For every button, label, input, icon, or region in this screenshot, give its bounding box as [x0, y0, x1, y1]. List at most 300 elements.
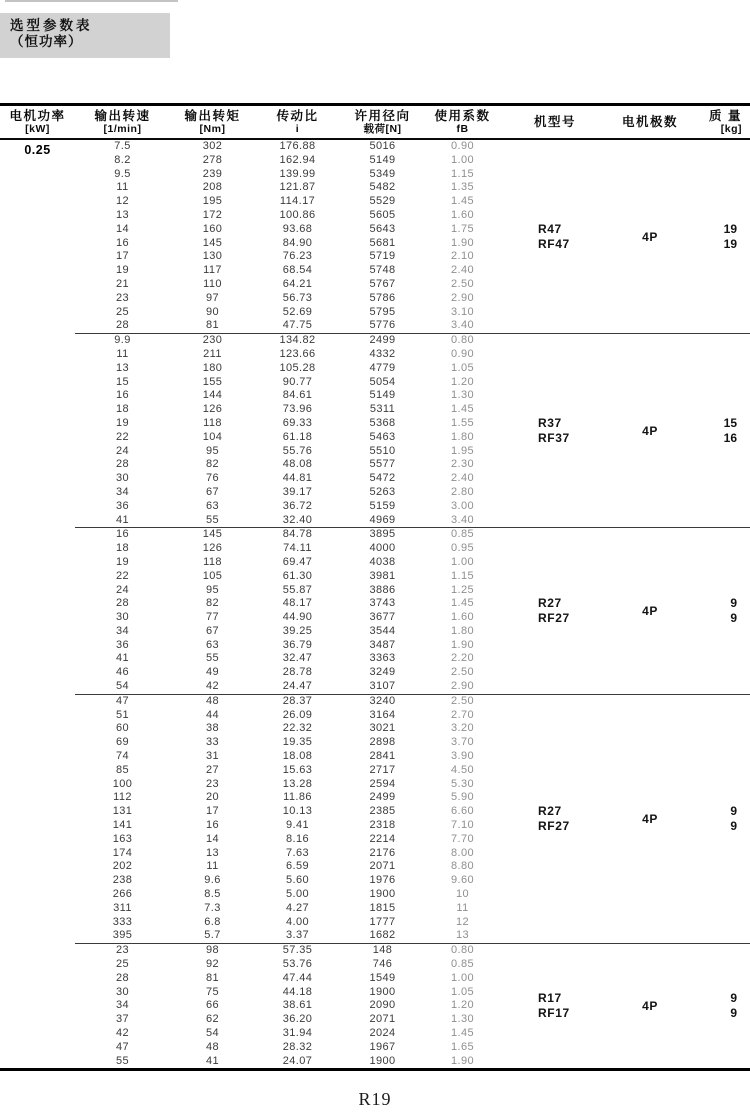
- cell-speed: 30: [115, 472, 130, 485]
- table-row: [75, 709, 500, 723]
- cell-fb: 1.05: [450, 361, 474, 374]
- cell-load: 1815: [369, 901, 396, 914]
- cell-ratio: 134.82: [279, 334, 316, 347]
- cell-speed: 202: [112, 860, 133, 873]
- cell-fb: 2.70: [450, 708, 474, 721]
- table-row: [75, 362, 500, 376]
- cell-load: 2385: [369, 805, 396, 818]
- cell-load: 3363: [369, 652, 396, 665]
- cell-ratio: 7.63: [285, 846, 309, 859]
- table-sections: [75, 140, 750, 1068]
- cell-torque: 118: [203, 416, 222, 429]
- cell-fb: 1.55: [450, 416, 474, 429]
- section-title-box: [0, 13, 170, 58]
- table-row: [75, 625, 500, 639]
- table-row: [75, 209, 500, 223]
- cell-ratio: 64.21: [282, 277, 313, 290]
- cell-speed: 100: [112, 777, 133, 790]
- header-ratio: 传动比 i: [276, 109, 319, 135]
- mass-value: 16: [723, 430, 737, 445]
- cell-load: 1967: [369, 1040, 396, 1053]
- cell-fb: 1.00: [450, 971, 474, 984]
- mass-value: 9: [730, 611, 737, 626]
- cell-ratio: 28.37: [282, 694, 313, 707]
- cell-load: 1900: [369, 985, 396, 998]
- table-row: [75, 611, 500, 625]
- cell-speed: 18: [115, 542, 130, 555]
- cell-load: 2717: [369, 763, 396, 776]
- cell-speed: 266: [112, 888, 133, 901]
- cell-ratio: 84.90: [282, 236, 313, 249]
- cell-load: 2318: [369, 819, 396, 832]
- cell-speed: 15: [115, 375, 130, 388]
- cell-speed: 16: [115, 389, 130, 402]
- cell-load: 5767: [369, 277, 396, 290]
- table-row: [75, 639, 500, 653]
- cell-torque: 5.7: [204, 929, 221, 942]
- table-row: [75, 695, 500, 709]
- cell-ratio: 6.59: [285, 860, 309, 873]
- cell-fb: 0.85: [450, 528, 474, 541]
- cell-ratio: 32.40: [282, 513, 313, 526]
- motor-poles-value: 4P: [642, 999, 658, 1014]
- cell-fb: 1.60: [450, 208, 474, 221]
- model-code: R27: [538, 596, 562, 611]
- cell-speed: 311: [113, 901, 132, 914]
- model-code: RF27: [538, 611, 570, 626]
- cell-ratio: 19.35: [282, 736, 313, 749]
- cell-load: 3107: [369, 680, 396, 693]
- cell-load: 5149: [369, 153, 396, 166]
- header-mass: 质 量 [kg]: [709, 109, 742, 135]
- cell-ratio: 44.81: [282, 472, 313, 485]
- model-codes: [500, 222, 610, 252]
- table-row: [75, 181, 500, 195]
- cell-fb: 5.90: [450, 791, 474, 804]
- cell-speed: 30: [115, 611, 130, 624]
- cell-torque: 31: [205, 750, 220, 763]
- cell-torque: 82: [205, 597, 220, 610]
- motor-poles-value: 4P: [642, 229, 658, 244]
- table-row: [75, 666, 500, 680]
- cell-fb: 2.30: [450, 458, 474, 471]
- table-row: [75, 486, 500, 500]
- cell-fb: 1.45: [450, 597, 474, 610]
- table-row: [75, 140, 500, 154]
- table-row: [75, 223, 500, 237]
- header-output-torque: 输出转矩 [Nm]: [184, 109, 241, 135]
- cell-load: 2594: [369, 777, 396, 790]
- cell-ratio: 47.75: [282, 319, 313, 332]
- cell-torque: 230: [202, 334, 223, 347]
- table-section: [75, 333, 750, 527]
- cell-ratio: 24.47: [282, 680, 313, 693]
- cell-speed: 51: [115, 708, 130, 721]
- cell-ratio: 36.20: [282, 1013, 313, 1026]
- section-right: [500, 334, 750, 527]
- table-row: [75, 902, 500, 916]
- cell-load: 5776: [369, 319, 396, 332]
- cell-speed: 9.9: [114, 334, 131, 347]
- cell-load: 3886: [369, 583, 396, 596]
- cell-torque: 278: [202, 153, 223, 166]
- table-row: [75, 376, 500, 390]
- section-right: [500, 528, 750, 694]
- table-row: [75, 736, 500, 750]
- cell-load: 5719: [369, 250, 396, 263]
- table-row: [75, 195, 500, 209]
- cell-torque: 126: [202, 403, 223, 416]
- cell-load: 1900: [369, 888, 396, 901]
- cell-ratio: 55.76: [282, 444, 313, 457]
- header-motor-power: 电机功率 [kW]: [9, 109, 66, 135]
- cell-fb: 1.05: [450, 985, 474, 998]
- cell-fb: 0.90: [450, 347, 474, 360]
- cell-fb: 2.40: [450, 264, 474, 277]
- cell-torque: 27: [205, 763, 220, 776]
- cell-torque: 130: [202, 250, 223, 263]
- cell-torque: 54: [205, 1027, 220, 1039]
- cell-fb: 13: [455, 929, 470, 942]
- cell-torque: 117: [203, 264, 222, 277]
- cell-load: 5795: [369, 305, 396, 318]
- cell-speed: 25: [115, 305, 130, 318]
- cell-fb: 9.60: [450, 874, 474, 887]
- cell-ratio: 123.66: [279, 347, 316, 360]
- cell-ratio: 10.13: [282, 805, 313, 818]
- model-code: R37: [538, 415, 562, 430]
- table-row: [75, 597, 500, 611]
- cell-load: 5529: [369, 195, 396, 208]
- table-row: [75, 278, 500, 292]
- table-row: [75, 805, 500, 819]
- cell-load: 3487: [369, 638, 396, 651]
- table-row: [75, 556, 500, 570]
- header-output-speed: 输出转速 [1/min]: [94, 109, 151, 135]
- cell-fb: 0.80: [450, 944, 474, 957]
- cell-torque: 172: [202, 208, 223, 221]
- cell-ratio: 5.60: [285, 874, 309, 887]
- cell-torque: 49: [205, 666, 220, 679]
- cell-load: 1976: [369, 874, 396, 887]
- header-radial-load: 许用径向 载荷[N]: [354, 109, 411, 135]
- cell-ratio: 4.27: [285, 901, 309, 914]
- mass-value: 9: [730, 596, 737, 611]
- cell-fb: 8.80: [450, 860, 474, 873]
- cell-fb: 2.90: [450, 680, 474, 693]
- table-row: [75, 833, 500, 847]
- cell-speed: 28: [115, 597, 130, 610]
- cell-ratio: 56.73: [282, 291, 313, 304]
- motor-power-value: 0.25: [24, 143, 51, 157]
- page-subtitle: （恒功率）: [10, 34, 83, 49]
- motor-poles-value: 4P: [642, 423, 658, 438]
- table-row: [75, 264, 500, 278]
- table-row: [75, 860, 500, 874]
- table-row: [75, 972, 500, 986]
- cell-load: 3240: [369, 694, 396, 707]
- section-rows: [75, 334, 500, 527]
- cell-load: 2090: [369, 999, 396, 1012]
- cell-torque: 95: [205, 444, 220, 457]
- cell-speed: 30: [115, 985, 130, 998]
- cell-speed: 21: [115, 277, 130, 290]
- cell-load: 5463: [369, 430, 396, 443]
- cell-load: 1900: [369, 1054, 396, 1067]
- cell-load: 3164: [369, 708, 396, 721]
- cell-fb: 7.70: [450, 832, 474, 845]
- table-row: [75, 168, 500, 182]
- header-service-factor: 使用系数 fB: [434, 109, 491, 135]
- cell-ratio: 32.47: [282, 652, 313, 665]
- table-row: [75, 417, 500, 431]
- cell-torque: 208: [202, 181, 223, 194]
- cell-speed: 333: [112, 915, 133, 928]
- cell-load: 5681: [369, 236, 396, 249]
- cell-load: 2499: [369, 334, 396, 347]
- cell-torque: 105: [202, 569, 223, 582]
- cell-ratio: 11.86: [283, 791, 312, 804]
- cell-speed: 19: [115, 264, 130, 277]
- cell-torque: 33: [205, 736, 220, 749]
- cell-fb: 2.40: [450, 472, 474, 485]
- cell-fb: 12: [455, 915, 470, 928]
- selection-parameter-table: [0, 103, 750, 1071]
- cell-fb: 1.00: [450, 555, 474, 568]
- cell-speed: 85: [115, 763, 130, 776]
- cell-ratio: 93.68: [282, 222, 313, 235]
- cell-load: 5368: [369, 416, 396, 429]
- cell-load: 5577: [369, 458, 396, 471]
- cell-load: 5016: [369, 140, 396, 152]
- cell-torque: 67: [205, 624, 220, 637]
- cell-speed: 28: [115, 319, 130, 332]
- cell-load: 5054: [369, 375, 396, 388]
- cell-speed: 47: [115, 694, 130, 707]
- cell-fb: 1.20: [450, 999, 474, 1012]
- cell-fb: 1.60: [450, 611, 474, 624]
- cell-torque: 48: [205, 694, 220, 707]
- cell-torque: 16: [205, 819, 220, 832]
- cell-speed: 112: [113, 791, 132, 804]
- cell-torque: 145: [202, 528, 223, 541]
- cell-load: 5472: [369, 472, 396, 485]
- cell-speed: 54: [115, 680, 130, 693]
- cell-torque: 126: [202, 542, 223, 555]
- cell-speed: 13: [115, 208, 130, 221]
- mass-value: 19: [723, 221, 737, 236]
- mass-values: [690, 991, 750, 1021]
- cell-load: 3544: [369, 624, 396, 637]
- cell-ratio: 28.78: [282, 666, 313, 679]
- cell-speed: 18: [115, 403, 130, 416]
- cell-speed: 28: [115, 971, 130, 984]
- cell-torque: 20: [205, 791, 220, 804]
- cell-ratio: 68.54: [282, 264, 313, 277]
- cell-ratio: 44.90: [282, 611, 313, 624]
- cell-load: 5510: [369, 444, 396, 457]
- cell-load: 5643: [369, 222, 396, 235]
- model-code: R17: [538, 991, 562, 1006]
- table-section: [75, 943, 750, 1068]
- cell-fb: 1.15: [450, 569, 474, 582]
- table-row: [75, 431, 500, 445]
- cell-ratio: 39.17: [282, 485, 313, 498]
- cell-torque: 195: [202, 195, 223, 208]
- table-row: [75, 306, 500, 320]
- cell-speed: 25: [115, 958, 130, 971]
- cell-fb: 1.90: [450, 638, 474, 651]
- cell-fb: 1.95: [450, 444, 474, 457]
- mass-values: [690, 416, 750, 446]
- cell-torque: 8.5: [204, 888, 221, 901]
- cell-load: 2176: [369, 846, 396, 859]
- cell-speed: 22: [115, 569, 130, 582]
- mass-value: 15: [723, 415, 737, 430]
- cell-torque: 104: [202, 430, 223, 443]
- section-rows: [75, 528, 500, 694]
- cell-ratio: 61.30: [282, 569, 313, 582]
- cell-speed: 16: [115, 236, 130, 249]
- table-row: [75, 570, 500, 584]
- cell-fb: 6.60: [450, 805, 474, 818]
- table-row: [75, 528, 500, 542]
- cell-speed: 34: [115, 999, 130, 1012]
- model-codes: [500, 596, 610, 626]
- cell-torque: 63: [205, 499, 220, 512]
- header-model: 机型号: [533, 115, 576, 129]
- cell-ratio: 84.78: [282, 528, 313, 541]
- header-motor-poles: 电机极数: [621, 115, 678, 129]
- cell-speed: 12: [115, 195, 130, 208]
- cell-ratio: 44.18: [282, 985, 313, 998]
- cell-fb: 1.20: [450, 375, 474, 388]
- model-code: RF47: [538, 236, 570, 251]
- cell-ratio: 55.87: [282, 583, 313, 596]
- cell-speed: 69: [115, 736, 130, 749]
- cell-fb: 1.45: [450, 195, 474, 208]
- cell-speed: 34: [115, 485, 130, 498]
- table-row: [75, 916, 500, 930]
- cell-fb: 1.00: [450, 153, 474, 166]
- cell-load: 2071: [369, 1013, 396, 1026]
- cell-load: 148: [372, 944, 393, 957]
- mass-value: 9: [730, 991, 737, 1006]
- table-row: [75, 778, 500, 792]
- cell-fb: 3.00: [450, 499, 474, 512]
- cell-ratio: 73.96: [282, 403, 313, 416]
- cell-torque: 180: [202, 361, 223, 374]
- cell-torque: 11: [206, 860, 219, 873]
- cell-torque: 55: [205, 652, 220, 665]
- cell-torque: 97: [205, 291, 220, 304]
- cell-torque: 6.8: [204, 915, 221, 928]
- cell-speed: 19: [115, 416, 130, 429]
- page-title: 选型参数表: [10, 18, 93, 33]
- cell-torque: 41: [205, 1054, 220, 1067]
- table-row: [75, 929, 500, 943]
- cell-fb: 1.15: [450, 167, 474, 180]
- cell-torque: 44: [205, 708, 220, 721]
- cell-load: 5159: [369, 499, 396, 512]
- cell-load: 2214: [369, 832, 396, 845]
- table-row: [75, 472, 500, 486]
- table-row: [75, 348, 500, 362]
- table-section: [75, 527, 750, 694]
- table-row: [75, 986, 500, 1000]
- cell-ratio: 48.08: [282, 458, 313, 471]
- model-codes: [500, 991, 610, 1021]
- cell-ratio: 139.99: [279, 167, 316, 180]
- table-row: [75, 999, 500, 1013]
- table-row: [75, 944, 500, 958]
- cell-speed: 47: [115, 1040, 130, 1053]
- cell-torque: 110: [203, 277, 222, 290]
- cell-speed: 174: [112, 846, 133, 859]
- cell-speed: 19: [115, 555, 130, 568]
- table-row: [75, 847, 500, 861]
- cell-ratio: 52.69: [282, 305, 313, 318]
- cell-load: 4038: [369, 555, 396, 568]
- cell-load: 4969: [369, 513, 396, 526]
- cell-ratio: 8.16: [285, 832, 309, 845]
- table-section: [75, 694, 750, 943]
- cell-load: 5605: [369, 208, 396, 221]
- cell-fb: 2.50: [450, 277, 474, 290]
- model-code: R27: [538, 804, 562, 819]
- cell-fb: 7.10: [450, 819, 474, 832]
- cell-speed: 238: [112, 874, 133, 887]
- cell-ratio: 76.23: [282, 250, 313, 263]
- table-row: [75, 764, 500, 778]
- cell-torque: 75: [205, 985, 220, 998]
- mass-value: 9: [730, 1006, 737, 1021]
- cell-speed: 141: [112, 819, 133, 832]
- cell-fb: 1.30: [450, 389, 474, 402]
- cell-fb: 5.30: [450, 777, 474, 790]
- page-number: R19: [358, 1089, 392, 1109]
- cell-load: 1777: [369, 915, 396, 928]
- cell-fb: 1.45: [450, 403, 474, 416]
- cell-torque: 145: [202, 236, 223, 249]
- section-rows: [75, 140, 500, 333]
- cell-ratio: 69.33: [282, 416, 313, 429]
- cell-ratio: 15.63: [282, 763, 313, 776]
- cell-speed: 163: [112, 832, 133, 845]
- cell-ratio: 36.72: [282, 499, 313, 512]
- section-rows: [75, 944, 500, 1068]
- cell-fb: 1.90: [450, 236, 474, 249]
- section-rows: [75, 695, 500, 943]
- cell-fb: 2.50: [450, 666, 474, 679]
- cell-fb: 0.95: [450, 542, 474, 555]
- cell-speed: 11: [116, 347, 129, 360]
- cell-ratio: 74.11: [283, 542, 312, 555]
- cell-torque: 211: [203, 347, 222, 360]
- table-body: [0, 140, 750, 1071]
- cell-torque: 90: [205, 305, 220, 318]
- cell-torque: 77: [205, 611, 220, 624]
- table-row: [75, 403, 500, 417]
- cell-speed: 34: [115, 624, 130, 637]
- cell-torque: 92: [205, 958, 220, 971]
- cell-torque: 48: [205, 1040, 220, 1053]
- cell-load: 2898: [369, 736, 396, 749]
- cell-speed: 28: [115, 458, 130, 471]
- table-row: [75, 791, 500, 805]
- cell-torque: 38: [205, 722, 220, 735]
- table-row: [75, 958, 500, 972]
